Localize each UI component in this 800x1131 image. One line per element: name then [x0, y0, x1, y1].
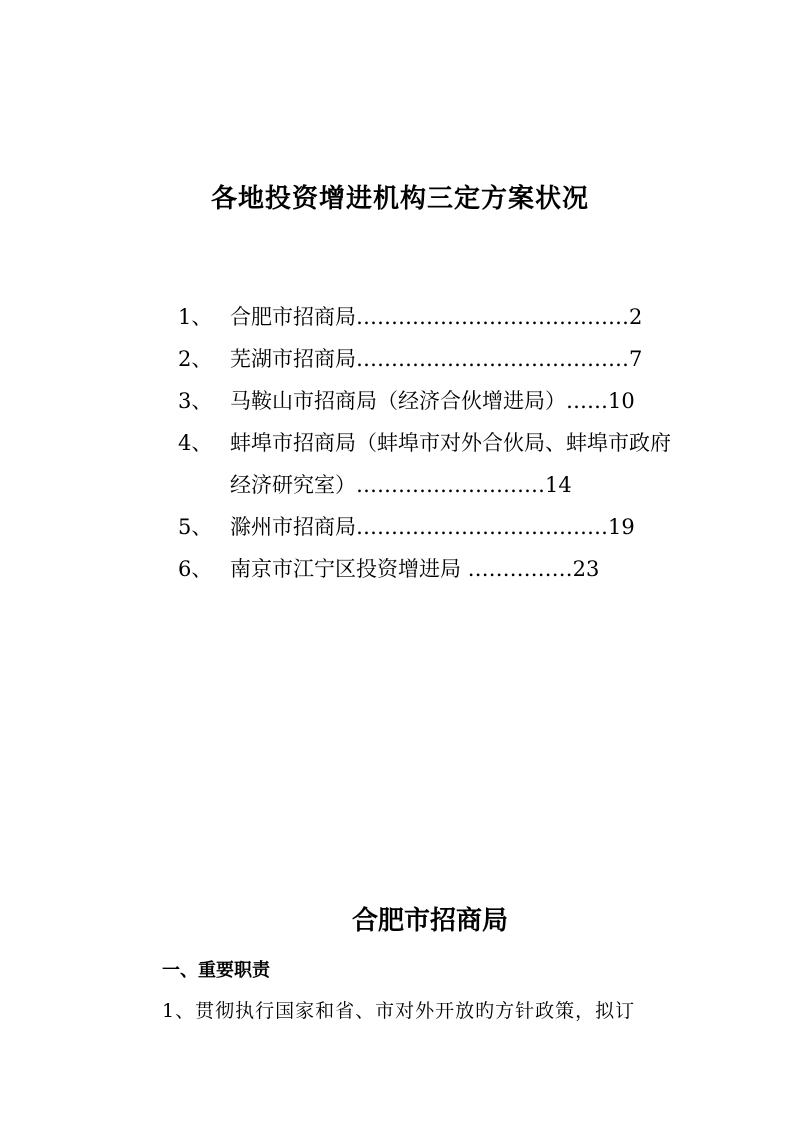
table-of-contents	[178, 296, 688, 590]
toc-item-label: 滁州市招商局………………………………19	[230, 515, 635, 539]
toc-item[interactable]	[178, 422, 688, 506]
toc-item[interactable]	[178, 338, 688, 380]
toc-item-label: 合肥市招商局…………………………………2	[230, 305, 643, 329]
document-title: 各地投资增进机构三定方案状况	[210, 184, 589, 214]
toc-item-number: 2、	[178, 347, 213, 371]
toc-item-number: 6、	[178, 557, 213, 581]
toc-item[interactable]	[178, 380, 688, 422]
toc-item-number: 3、	[178, 389, 213, 413]
section-title: 合肥市招商局	[351, 906, 508, 936]
toc-item-label: 马鞍山市招商局（经济合伙增进局）……10	[230, 389, 635, 413]
toc-item-label: 蚌埠市招商局（蚌埠市对外合伙局、蚌埠市政府经济研究室）………………………14	[230, 431, 671, 497]
toc-item[interactable]	[178, 548, 688, 590]
toc-item-label: 芜湖市招商局…………………………………7	[230, 347, 643, 371]
section-subheading: 一、重要职责	[162, 960, 270, 981]
toc-item-label: 南京市江宁区投资增进局 ……………23	[230, 557, 600, 581]
toc-item[interactable]	[178, 506, 688, 548]
body-paragraph: 1、贯彻执行国家和省、市对外开放旳方针政策，拟订	[162, 1000, 636, 1022]
toc-item-number: 4、	[178, 431, 213, 455]
toc-item-number: 5、	[178, 515, 213, 539]
toc-item-number: 1、	[178, 305, 213, 329]
toc-item[interactable]	[178, 296, 688, 338]
